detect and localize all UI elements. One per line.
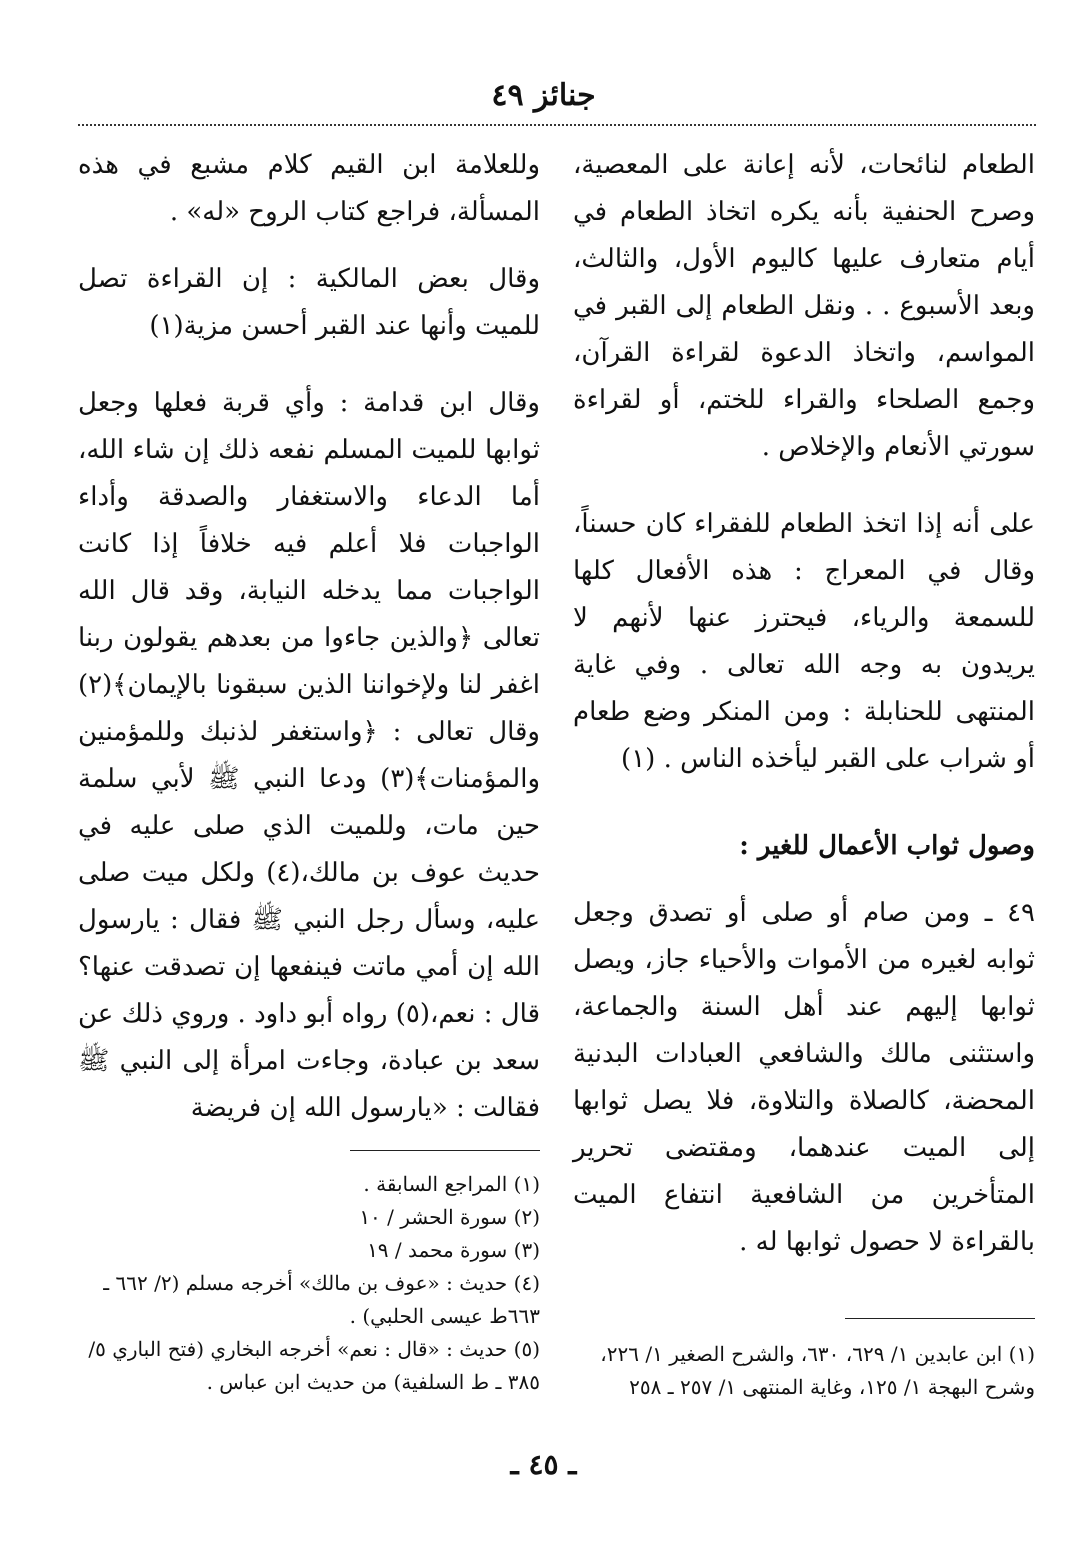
left-column: [78, 142, 540, 1152]
footnotes-right: [573, 1338, 1035, 1404]
footnote: (١) ابن عابدين ١/ ٦٢٩، ٦٣٠، والشرح الصغير ١/ ٢٢٦، وشرح البهجة ١/ ١٢٥، وغاية المنتهى ١/ ٢٥٧ ـ ٢٥٨: [600, 1342, 1035, 1399]
paragraph: الطعام لنائحات، لأنه إعانة على المعصية، وصرح الحنفية بأنه يكره اتخاذ الطعام في أيام متعارف عليها كاليوم الأول، والثالث، وبعد الأسبوع . . ونقل الطعام إلى القبر في المواسم، واتخاذ الدعوة لقراءة القرآن، وجمع الصلحاء والقراء للختم، أو لقراءة سورتي الأنعام والإخلاص .: [573, 150, 1035, 462]
paragraph: على أنه إذا اتخذ الطعام للفقراء كان حسناً، وقال في المعراج : هذه الأفعال كلها للسمعة والرياء، فيحترز عنها لأنهم لا يريدون به وجه الله تعالى . وفي غاية المنتهى للحنابلة : ومن المنكر وضع طعام أو شراب على القبر ليأخذه الناس . (١): [573, 509, 1035, 774]
running-header: جنائز ٤٩: [491, 78, 596, 113]
paragraph: وقال بعض المالكية : إن القراءة تصل للميت وأنها عند القبر أحسن مزية(١): [78, 264, 540, 341]
footnote: (٢) سورة الحشر / ١٠: [359, 1205, 540, 1229]
footnotes-left: [78, 1168, 540, 1399]
footnote-separator: [845, 1318, 1035, 1319]
page-number: ـ ٤٥ ـ: [510, 1448, 577, 1481]
footnote: (٤) حديث : «عوف بن مالك» أخرجه مسلم (٢/ ٦٦٢ ـ ٦٦٣ط عيسى الحلبي) .: [103, 1271, 540, 1328]
footnote: (٥) حديث : «قال : نعم» أخرجه البخاري (فتح الباري ٥/ ٣٨٥ ـ ط السلفية) من حديث ابن عباس .: [88, 1337, 540, 1394]
section-heading: وصول ثواب الأعمال للغير :: [739, 831, 1035, 861]
paragraph: ٤٩ ـ ومن صام أو صلى أو تصدق وجعل ثوابه لغيره من الأموات والأحياء جاز، ويصل ثوابها إليهم عند أهل السنة والجماعة، واستثنى مالك والشافعي العبادات البدنية المحضة، كالصلاة والتلاوة، فلا يصل ثوابها إلى الميت عندهما، ومقتضى تحرير المتأخرين من الشافعية انتفاع الميت بالقراءة لا حصول ثوابها له .: [573, 898, 1035, 1257]
right-column: [573, 142, 1035, 1286]
header-dotted-rule: [78, 124, 1036, 126]
footnote: (٣) سورة محمد / ١٩: [367, 1238, 540, 1262]
footnote: (١) المراجع السابقة .: [363, 1172, 540, 1196]
paragraph: وقال ابن قدامة : وأي قربة فعلها وجعل ثوابها للميت المسلم نفعه ذلك إن شاء الله، أما الدعاء والاستغفار والصدقة وأداء الواجبات فلا أعلم فيه خلافاً إذا كانت الواجبات مما يدخله النيابة، وقد قال الله تعالى ﴿والذين جاءوا من بعدهم يقولون ربنا اغفر لنا ولإخواننا الذين سبقونا بالإيمان﴾(٢) وقال تعالى : ﴿واستغفر لذنبك وللمؤمنين والمؤمنات﴾(٣) ودعا النبي ﷺ لأبي سلمة حين مات، وللميت الذي صلى عليه في حديث عوف بن مالك،(٤) ولكل ميت صلى عليه، وسأل رجل النبي ﷺ فقال : يارسول الله إن أمي ماتت فينفعها إن تصدقت عنها؟ قال : نعم،(٥) رواه أبو داود . وروي ذلك عن سعد بن عبادة، وجاءت امرأة إلى النبي ﷺ فقالت : «يارسول الله إن فريضة: [78, 388, 540, 1123]
paragraph: وللعلامة ابن القيم كلام مشبع في هذه المسألة، فراجع كتاب الروح «له» .: [78, 150, 540, 227]
footnote-separator: [350, 1150, 540, 1151]
